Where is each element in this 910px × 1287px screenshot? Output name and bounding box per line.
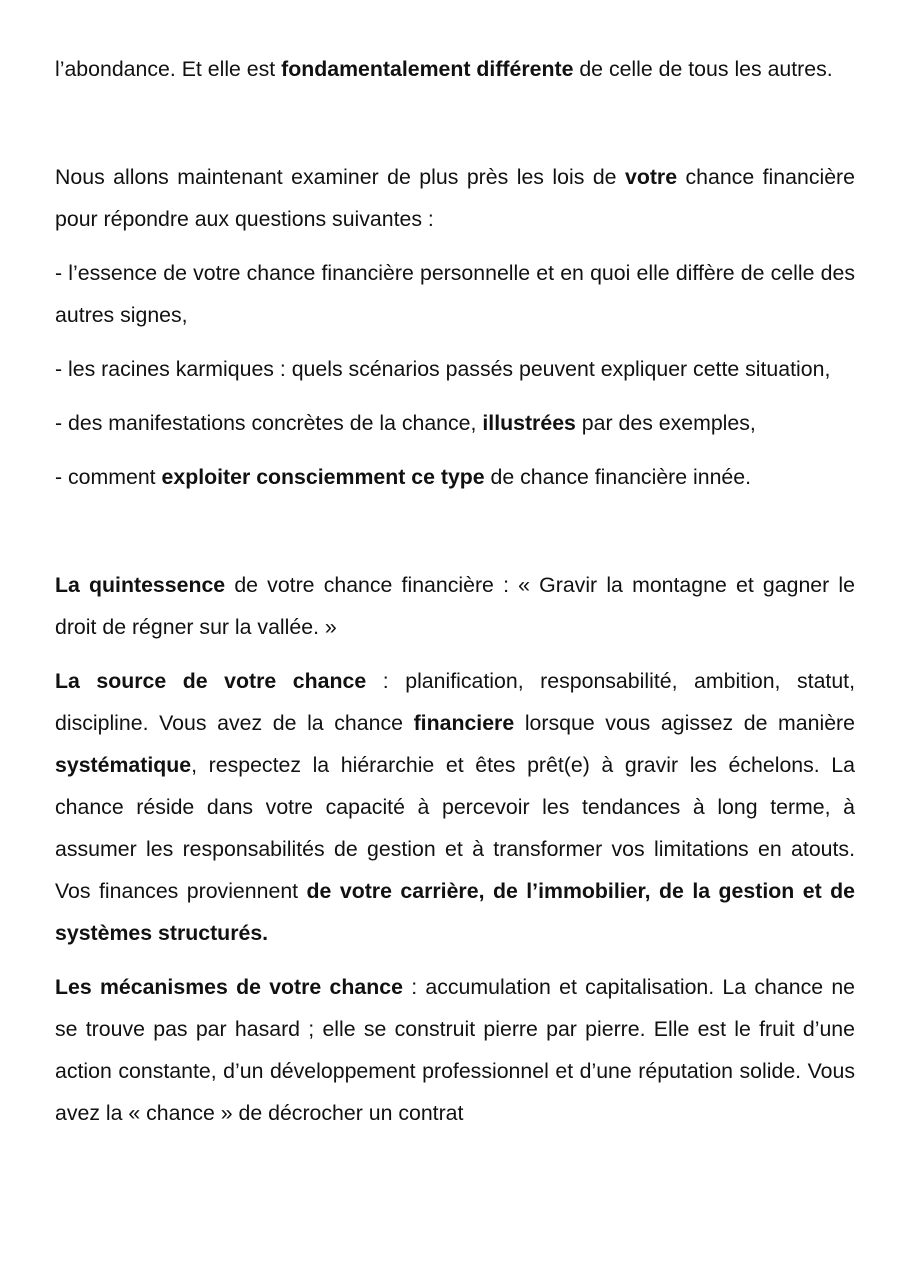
text-run: - l’essence de votre chance financière personnelle et en quoi elle diffère de celle des autres signes, bbox=[55, 261, 855, 327]
text-run: : planification, responsabilité, ambition, statut, discipline. Vous avez de la chance bbox=[55, 669, 856, 735]
list-item-exploit bbox=[55, 456, 855, 498]
paragraph-intro bbox=[55, 48, 855, 90]
list-item-manifestations bbox=[55, 402, 855, 444]
bold-text-run: systématique bbox=[55, 753, 192, 777]
text-run: l’abondance. Et elle est bbox=[55, 57, 282, 81]
bold-text-run: La quintessence bbox=[55, 573, 226, 597]
text-run: de celle de tous les autres. bbox=[573, 57, 833, 81]
paragraph-quintessence bbox=[55, 564, 855, 648]
paragraph-source bbox=[55, 660, 855, 954]
text-run: lorsque vous agissez de manière bbox=[514, 711, 855, 735]
text-run: par des exemples, bbox=[575, 411, 756, 435]
text-run: chance financière pour répondre aux questions suivantes : bbox=[55, 165, 855, 231]
text-run: : accumulation et capitalisation. La chance ne se trouve pas par hasard ; elle se construit pierre par pierre. Elle est le fruit d’une action constante, d’un développement professionnel et d’une réputation solide. Vous avez la « chance » de décrocher un contrat bbox=[55, 975, 856, 1125]
text-run: de votre chance financière : « Gravir la montagne et gagner le droit de régner sur la vallée. » bbox=[55, 573, 855, 639]
paragraph-mechanisms bbox=[55, 966, 855, 1134]
list-item-essence bbox=[55, 252, 855, 336]
text-run: - des manifestations concrètes de la chance, bbox=[55, 411, 483, 435]
bold-text-run: de votre carrière, de l’immobilier, de la gestion et de systèmes structurés. bbox=[55, 879, 855, 945]
bold-text-run: Les mécanismes de votre chance bbox=[55, 975, 403, 999]
text-run: Nous allons maintenant examiner de plus près les lois de bbox=[55, 165, 625, 189]
list-item-karmic-roots bbox=[55, 348, 855, 390]
bold-text-run: financiere bbox=[413, 711, 515, 735]
text-run: - les racines karmiques : quels scénarios passés peuvent expliquer cette situation, bbox=[55, 357, 831, 381]
bold-text-run: fondamentalement différente bbox=[281, 57, 574, 81]
text-run: , respectez la hiérarchie et êtes prêt(e) à gravir les échelons. La chance réside dans votre capacité à percevoir les tendances à long terme, à assumer les responsabilités de gestion et à transformer vos limitations en atouts. Vos finances proviennent bbox=[55, 753, 855, 903]
text-run: - comment bbox=[55, 465, 162, 489]
paragraph-questions-intro bbox=[55, 156, 855, 240]
bold-text-run: votre bbox=[624, 165, 678, 189]
bold-text-run: exploiter consciemment ce type bbox=[161, 465, 485, 489]
text-run: de chance financière innée. bbox=[484, 465, 752, 489]
bold-text-run: La source de votre chance bbox=[55, 669, 367, 693]
bold-text-run: illustrées bbox=[482, 411, 576, 435]
